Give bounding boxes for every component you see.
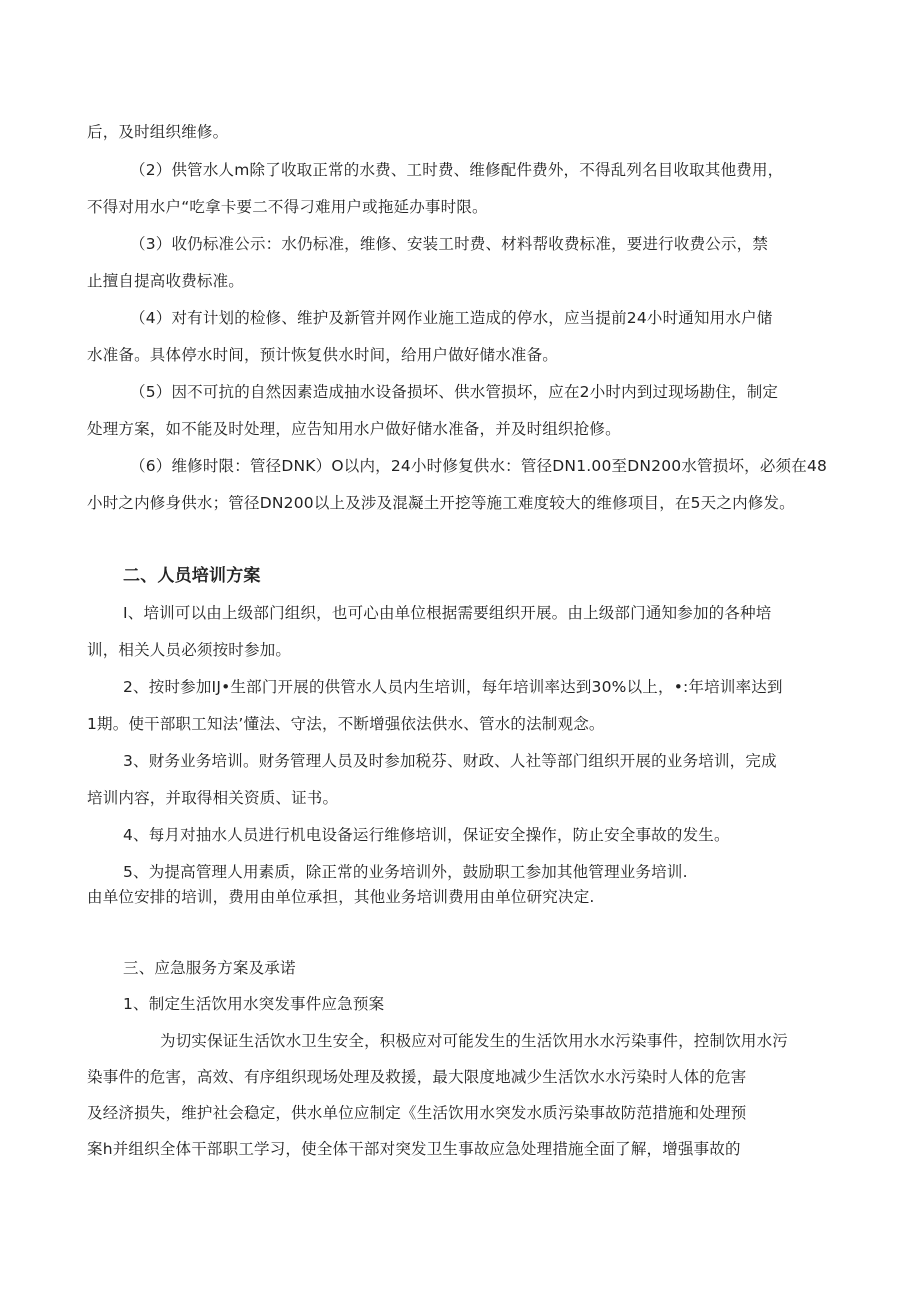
training-item-5-line-1: 5、为提高管理人用素质，除正常的业务培训外，鼓励职工参加其他管理业务培训. [123,863,688,881]
item-5-line-2: 处理方案，如不能及时处理，应告知用水户做好储水准备，并及时组织抢修。 [87,420,621,438]
section-heading-emergency: 三、应急服务方案及承诺 [123,959,296,977]
training-item-5-line-2: 由单位安排的培训，费用由单位承担，其他业务培训费用由单位研究决定. [87,888,595,906]
item-6-line-2: 小时之内修身供水；管径DN200以上及涉及混凝土开挖等施工难度较大的维修项目，在5天之内修发。 [87,494,795,512]
emergency-subheading: 1、制定生活饮用水突发事件应急预案 [123,995,385,1013]
training-item-2-line-1: 2、按时参加IJ•生部门开展的供管水人员内生培训，每年培训率达到30%以上，•:年培训率达到 [123,678,783,696]
training-item-1-line-1: I、培训可以由上级部门组织，也可心由单位根据需要组织开展。由上级部门通知参加的各种培 [123,604,772,622]
emergency-para-line-2: 染事件的危害，高效、有序组织现场处理及救援，最大限度地减少生活饮水水污染时人体的危害 [87,1068,747,1086]
training-item-2-line-2: 1期。使干部职工知法’懂法、守法，不断增强依法供水、管水的法制观念。 [87,715,605,733]
item-2-line-1: （2）供管水人m除了收取正常的水费、工时费、维修配件费外，不得乱列名目收取其他费用， [130,161,784,179]
item-4-line-2: 水准备。具体停水时间，预计恢复供水时间，给用户做好储水准备。 [87,346,559,364]
training-item-3-line-1: 3、财务业务培训。财务管理人员及时参加税芬、财政、人社等部门组织开展的业务培训，完成 [123,752,777,770]
item-4-line-1: （4）对有计划的检修、维护及新管并网作业施工造成的停水，应当提前24小时通知用水户储 [130,309,773,327]
item-3-line-2: 止擅自提高收费标准。 [87,272,245,290]
training-item-1-line-2: 训，相关人员必须按时参加。 [87,641,292,659]
continued-text: 后，及时组织维修。 [87,123,229,141]
item-6-line-1: （6）维修时限：管径DNK）O以内，24小时修复供水：管径DN1.00至DN200水管损坏，必须在48 [130,457,828,475]
item-5-line-1: （5）因不可抗的自然因素造成抽水设备损坏、供水管损坏，应在2小时内到过现场勘住，制定 [130,383,779,401]
training-item-3-line-2: 培训内容，并取得相关资质、证书。 [87,789,339,807]
item-2-line-2: 不得对用水户“吃拿卡要二不得刁难用户或拖延办事时限。 [87,198,488,216]
emergency-para-line-1: 为切实保证生活饮水卫生安全，积极应对可能发生的生活饮用水水污染事件，控制饮用水污 [160,1032,789,1050]
section-heading-training: 二、人员培训方案 [123,566,261,586]
item-3-line-1: （3）收仍标准公示：水仍标准，维修、安装工时费、材料帮收费标准，要进行收费公示，禁 [130,235,769,253]
training-item-4-line-1: 4、每月对抽水人员进行机电设备运行维修培训，保证安全操作，防止安全事故的发生。 [123,826,730,844]
emergency-para-line-3: 及经济损失，维护社会稳定，供水单位应制定《生活饮用水突发水质污染事故防范措施和处理预 [87,1104,747,1122]
emergency-para-line-4: 案h并组织全体干部职工学习，使全体干部对突发卫生事故应急处理措施全面了解，增强事故的 [87,1140,741,1158]
